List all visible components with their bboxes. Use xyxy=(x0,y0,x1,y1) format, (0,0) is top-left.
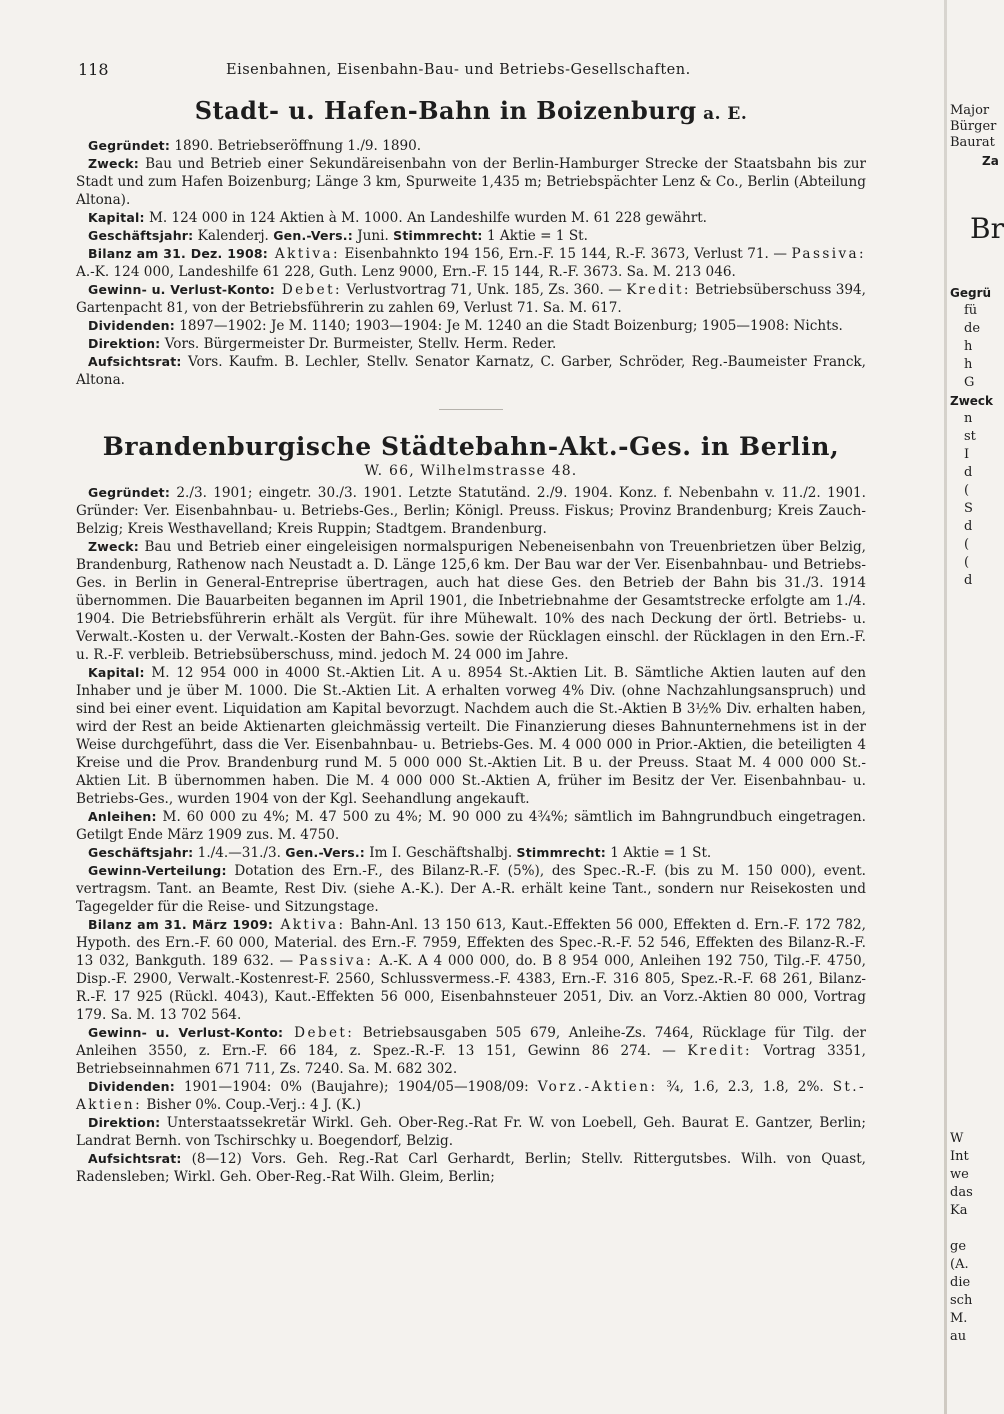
text: (8—12) Vors. Geh. Reg.-Rat Carl Gerhardt, Berlin; Stellv. Rittergutsbes. Wilh. von Quast, Radensleben; Wirkl. Geh. Ober-Reg.-Rat Wilh. Gleim, Berlin; xyxy=(76,1151,866,1185)
label: Dividenden: xyxy=(88,1079,175,1094)
company2-founded xyxy=(76,484,866,538)
fragment: sch xyxy=(950,1293,973,1308)
text: Passiva: xyxy=(791,246,867,262)
text: Passiva: xyxy=(298,953,374,969)
label: Gegründet: xyxy=(88,138,171,153)
fragment: h xyxy=(964,357,973,372)
page-gutter xyxy=(944,0,947,1414)
fragment: die xyxy=(950,1275,971,1290)
text: Debet: xyxy=(283,1025,355,1041)
label: Stimmrecht: xyxy=(393,228,483,243)
fragment: S xyxy=(964,501,973,516)
label: Bilanz am 31. März 1909: xyxy=(88,917,274,932)
fragment: (A. xyxy=(950,1257,969,1272)
fragment: Baurat xyxy=(950,135,995,150)
text: Aktiva: xyxy=(267,246,340,262)
text: 2./3. 1901; eingetr. 30./3. 1901. Letzte Statutänd. 2./9. 1904. Konz. f. Nebenbahn v. 11./2. 1901. Gründer: Ver. Eisenbahnbau- u. Betriebs-Ges., Berlin; Königl. Preuss. Fiskus; Provinz Brandenburg; Kreis Zauch-Belzig; Kreis Westhavelland; Kreis Ruppin; Stadtgem. Brandenburg. xyxy=(76,485,866,537)
fragment: ( xyxy=(964,537,970,552)
fragment: d xyxy=(964,519,973,534)
company2-loans xyxy=(76,808,866,844)
fragment: Int xyxy=(950,1149,969,1164)
fragment: I xyxy=(964,447,970,462)
text: Kalenderj. xyxy=(193,228,274,244)
text: Betriebsüberschuss 394, Gartenpacht 81, von der Betriebsführerin zu zahlen 69, Verlust 71. Sa. M. 617. xyxy=(76,282,866,316)
company1-fiscal xyxy=(76,227,866,245)
company1-management xyxy=(76,335,866,353)
text: Eisenbahnkto 194 156, Ern.-F. 15 144, R.-F. 3673, Verlust 71. — xyxy=(339,246,792,262)
label: Geschäftsjahr: xyxy=(88,845,194,860)
company1-purpose xyxy=(76,155,866,209)
fragment: Br xyxy=(970,212,1004,245)
fragment: de xyxy=(964,321,981,336)
label: Aufsichtsrat: xyxy=(88,354,182,369)
text: Dotation des Ern.-F., des Bilanz-R.-F. (5%), des Spec.-R.-F. (bis zu M. 150 000), event. vertragsm. Tant. an Beamte, Rest Div. (siehe A.-K.). Der A.-R. erhält keine Tant., sondern nur Reisekosten und Tagegelder für die Reise- und Sitzungstage. xyxy=(76,863,866,915)
company2-board xyxy=(76,1150,866,1186)
text: Vors. Kaufm. B. Lechler, Stellv. Senator Karnatz, C. Garber, Schröder, Reg.-Baumeister Franck, Altona. xyxy=(76,354,866,388)
text: 1897—1902: Je M. 1140; 1903—1904: Je M. 1240 an die Stadt Boizenburg; 1905—1908: Nichts. xyxy=(174,318,843,334)
fragment: M. xyxy=(950,1311,968,1326)
company2-management xyxy=(76,1114,866,1150)
fragment: W xyxy=(950,1131,964,1146)
text: M. 12 954 000 in 4000 St.-Aktien Lit. A u. 8954 St.-Aktien Lit. B. Sämtliche Aktien lauten auf den Inhaber und je über M. 1000. Die St.-Aktien Lit. A erhalten vorweg 4% Div. (ohne Nachzahlungsanspruch) und sind bei einer event. Liquidation am Kapital bevorzugt. Nachdem auch die St.-Aktien B 3½% Div. erhalten haben, wird der Rest an beide Aktienarten gleichmässig verteilt. Die Finanzierung dieses Bahnunternehmens ist in der Weise durchgeführt, dass die Ver. Eisenbahnbau- u. Betriebs-Ges. M. 4 000 000 in Prior.-Aktien, die beteiligten 4 Kreise und die Prov. Brandenburg rund M. 5 000 000 St.-Aktien Lit. B u. der Preuss. Staat M. 4 000 000 St.-Aktien Lit. B übernommen haben. Die M. 4 000 000 St.-Aktien A, früher im Besitz der Ver. Eisenbahnbau- u. Betriebs-Ges., wurden 1904 von der Kgl. Seehandlung angekauft. xyxy=(76,665,866,807)
label: Stimmrecht: xyxy=(516,845,606,860)
text: Bau und Betrieb einer Sekundäreisenbahn von der Berlin-Hamburger Strecke der Staatsbahn bis zur Stadt und zum Hafen Boizenburg; Länge 3 km, Spurweite 1,435 m; Betriebspächter Lenz & Co., Berlin (Abteilung Altona). xyxy=(76,156,866,208)
company2-capital xyxy=(76,664,866,808)
company1-founded xyxy=(76,137,866,155)
label: Gen.-Vers.: xyxy=(285,845,365,860)
fragment: we xyxy=(950,1167,969,1182)
company1-profit-loss xyxy=(76,281,866,317)
company2-fiscal xyxy=(76,844,866,862)
text: Kredit: xyxy=(687,1043,753,1059)
label: Bilanz am 31. Dez. 1908: xyxy=(88,246,268,261)
text: Bisher 0%. Coup.-Verj.: 4 J. (K.) xyxy=(142,1097,362,1113)
running-title: Eisenbahnen, Eisenbahn-Bau- und Betriebs-Gesellschaften. xyxy=(226,62,691,78)
text: 1 Aktie = 1 St. xyxy=(605,845,712,861)
text: Bahn-Anl. 13 150 613, Kaut.-Effekten 56 000, Effekten d. Ern.-F. 172 782, Hypoth. des Ern.-F. 60 000, Material. des Ern.-F. 7959, Effekten des Spec.-R.-F. 52 546, Effekten des Bilanz-R.-F. 13 032, Bankguth. 189 632. — xyxy=(76,917,866,969)
company1-title-main: Stadt- u. Hafen-Bahn in Boizenburg xyxy=(194,96,697,125)
fragment: au xyxy=(950,1329,967,1344)
text: M. 124 000 in 124 Aktien à M. 1000. An Landeshilfe wurden M. 61 228 gewährt. xyxy=(144,210,708,226)
text: 1./4.—31./3. xyxy=(193,845,286,861)
text: 1901—1904: 0% (Baujahre); 1904/05—1908/09: xyxy=(174,1079,538,1095)
text: Im I. Geschäftshalbj. xyxy=(364,845,517,861)
fragment: ge xyxy=(950,1239,967,1254)
text: Vortrag 3351, Betriebseinnahmen 671 711, Zs. 7240. Sa. M. 682 302. xyxy=(76,1043,866,1077)
fragment: Zweck xyxy=(950,394,994,408)
company1-capital xyxy=(76,209,866,227)
text: Vorz.-Aktien: xyxy=(537,1079,658,1095)
label: Direktion: xyxy=(88,336,161,351)
fragment: st xyxy=(964,429,976,444)
fragment: G xyxy=(964,375,975,390)
label: Gewinn- u. Verlust-Konto: xyxy=(88,282,276,297)
fragment: fü xyxy=(964,303,978,318)
company2-title: Brandenburgische Städtebahn-Akt.-Ges. in Berlin, xyxy=(102,432,840,461)
text: M. 60 000 zu 4%; M. 47 500 zu 4%; M. 90 000 zu 4¾%; sämtlich im Bahngrundbuch eingetragen. Getilgt Ende März 1909 zus. M. 4750. xyxy=(76,809,866,843)
company1-balance xyxy=(76,245,866,281)
fragment: h xyxy=(964,339,973,354)
label: Zweck: xyxy=(88,156,140,171)
text: A.-K. 124 000, Landeshilfe 61 228, Guth. Lenz 9000, Ern.-F. 15 144, R.-F. 3673. Sa. M. 213 046. xyxy=(76,264,736,280)
company2-profit-loss xyxy=(76,1024,866,1078)
fragment: Major xyxy=(950,103,990,118)
label: Aufsichtsrat: xyxy=(88,1151,182,1166)
text: 1890. Betriebseröffnung 1./9. 1890. xyxy=(170,138,422,154)
fragment: ( xyxy=(964,483,970,498)
company1-board xyxy=(76,353,866,389)
label: Kapital: xyxy=(88,210,145,225)
section-divider xyxy=(439,409,503,410)
fragment: das xyxy=(950,1185,973,1200)
text: Debet: xyxy=(275,282,342,298)
fragment: Gegrü xyxy=(950,286,992,300)
label: Gegründet: xyxy=(88,485,171,500)
fragment: d xyxy=(964,573,973,588)
label: Zweck: xyxy=(88,539,140,554)
company2-address: W. 66, Wilhelmstrasse 48. xyxy=(364,463,578,479)
text: Vors. Bürgermeister Dr. Burmeister, Stellv. Herm. Reder. xyxy=(160,336,557,352)
page-number: 118 xyxy=(78,60,109,79)
text: ¾, 1.6, 2.3, 1.8, 2%. xyxy=(657,1079,833,1095)
next-page-edge xyxy=(950,96,1004,1396)
company2-dividends xyxy=(76,1078,866,1114)
text: Bau und Betrieb einer eingeleisigen normalspurigen Nebeneisenbahn von Treuenbrietzen über Belzig, Brandenburg, Rathenow nach Neustadt a. D. Länge 125,6 km. Der Bau war der Ver. Eisenbahnbau- und Betriebs-Ges. in Berlin in General-Entreprise übertragen, auch hat diese Ges. den Betrieb der Bahn bis 31./3. 1914 übernommen. Die Bauarbeiten begannen im April 1901, die Inbetriebnahme der Gesamtstrecke erfolgte am 1./4. 1904. Die Betriebsführerin erhält als Vergüt. für ihre Mühewalt. 10% des nach Deckung der örtl. Betriebs- u. Verwalt.-Kosten u. der Verwalt.-Kosten der Bahn-Ges. sowie der Rücklagen einschl. der Rücklagen in den Ern.-F. u. R.-F. verbleib. Betriebsüberschuss, mind. jedoch M. 24 000 im Jahre. xyxy=(76,539,866,663)
text: Aktiva: xyxy=(273,917,346,933)
company2-purpose xyxy=(76,538,866,664)
text: St.-Aktien: xyxy=(76,1079,866,1113)
label: Gen.-Vers.: xyxy=(273,228,353,243)
running-header xyxy=(78,60,938,84)
text: A.-K. A 4 000 000, do. B 8 954 000, Anleihen 192 750, Tilg.-F. 4750, Disp.-F. 2900, Verwalt.-Kostenrest-F. 2560, Schlussvermess.-F. 4383, Ern.-F. 316 805, Spez.-R.-F. 68 261, Bilanz-R.-F. 17 925 (Rückl. 4043), Kaut.-Effekten 56 000, Eisenbahnsteuer 2051, Div. an Vorz.-Aktien 80 000, Vortrag 179. Sa. M. 13 702 564. xyxy=(76,953,866,1023)
label: Kapital: xyxy=(88,665,145,680)
company2-profit-distribution xyxy=(76,862,866,916)
text: Betriebsausgaben 505 679, Anleihe-Zs. 7464, Rücklage für Tilg. der Anleihen 3550, z. Ern.-F. 66 184, z. Spez.-R.-F. 13 151, Gewinn 86 274. — xyxy=(76,1025,867,1059)
main-column xyxy=(76,96,866,1186)
label: Dividenden: xyxy=(88,318,175,333)
text: Kredit: xyxy=(626,282,691,298)
fragment: Za xyxy=(982,154,999,168)
fragment: Ka xyxy=(950,1203,968,1218)
label: Direktion: xyxy=(88,1115,161,1130)
fragment: Bürger xyxy=(950,119,997,134)
fragment: d xyxy=(964,465,973,480)
company1-dividends xyxy=(76,317,866,335)
label: Anleihen: xyxy=(88,809,157,824)
company2-balance xyxy=(76,916,866,1024)
text: Juni. xyxy=(352,228,394,244)
label: Gewinn-Verteilung: xyxy=(88,863,227,878)
label: Gewinn- u. Verlust-Konto: xyxy=(88,1025,284,1040)
company1-title-suffix: a. E. xyxy=(696,104,748,124)
text: Verlustvortrag 71, Unk. 185, Zs. 360. — xyxy=(341,282,627,298)
fragment: n xyxy=(964,411,973,426)
label: Geschäftsjahr: xyxy=(88,228,194,243)
text: Unterstaatssekretär Wirkl. Geh. Ober-Reg.-Rat Fr. W. von Loebell, Geh. Baurat E. Gantzer, Berlin; Landrat Bernh. von Tschirschky u. Boegendorf, Belzig. xyxy=(76,1115,866,1149)
text: 1 Aktie = 1 St. xyxy=(482,228,588,244)
fragment: ( xyxy=(964,555,970,570)
company1-title xyxy=(76,96,866,129)
